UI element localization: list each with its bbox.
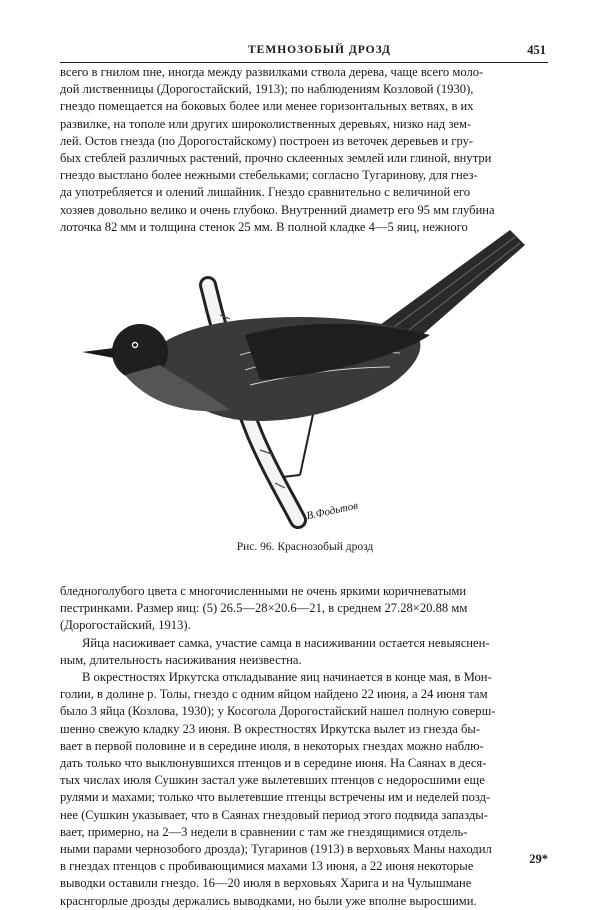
- text-line: да употребляется и олений лишайник. Гнездо сравнительно с величиной его: [60, 185, 471, 200]
- text-line: тых числах июля Сушкин застал уже вылетевших птенцов с недоросшими еще: [60, 773, 485, 788]
- text-line: гнездо выстлано более нежными стебельками; согласно Тугаринову, для гнез-: [60, 168, 478, 183]
- page-number: 451: [527, 43, 546, 57]
- text-line: дой лиственницы (Дорогостайский, 1913); по наблюдениям Козловой (1930),: [60, 82, 474, 97]
- text-line: пестринками. Размер яиц: (5) 26.5—28×20.6—21, в среднем 27.28×20.88 мм: [60, 601, 468, 616]
- text-line: В окрестностях Иркутска откладывание яиц начинается в конце мая, в Мон-: [82, 670, 492, 685]
- text-line: нее (Сушкин указывает, что в Саянах гнездовый период этого подвида запазды-: [60, 807, 488, 822]
- bird-illustration: [70, 215, 540, 535]
- text-block-bottom: [60, 583, 550, 910]
- figure-caption: Рис. 96. Краснозобый дрозд: [236, 541, 374, 553]
- text-line: развилке, на тополе или других широколиственных деревьях, низко над зем-: [60, 116, 472, 131]
- text-line: рулями и махами; только что вылетевшие птенцы встречены им и неделей позд-: [60, 790, 491, 805]
- text-line: гнездо помещается на боковых более или менее горизонтальных ветвях, в их: [60, 99, 474, 114]
- text-line: ными парами чернозобого дрозда); Тугаринов (1913) в верховьях Маны находил: [60, 842, 492, 857]
- text-block-top: [60, 64, 550, 236]
- running-title: ТЕМНОЗОБЫЙ ДРОЗД: [248, 44, 391, 56]
- text-line: было 3 яйца (Козлова, 1930); у Косогола Дорогостайский нашел полную соверш-: [60, 704, 496, 719]
- text-line: выводки оставили гнездо. 16—20 июля в верховьях Харига и на Чулышмане: [60, 876, 472, 891]
- text-line: шенно свежую кладку 23 июня. В окрестностях Иркутска вылет из гнезда бы-: [60, 721, 481, 736]
- text-line: лоточка 82 мм и толщина стенок 25 мм. В полной кладке 4—5 яиц, нежного: [60, 219, 468, 234]
- artist-signature: В.Фодьтов: [305, 499, 360, 523]
- text-line: хозяев довольно велико и очень глубоко. Внутренний диаметр его 95 мм глубина: [60, 202, 495, 217]
- bird-beak: [82, 348, 114, 358]
- running-header: [60, 40, 548, 63]
- text-line: Яйца насиживает самка, участие самца в насиживании остается невыяснен-: [82, 635, 490, 650]
- text-line: дать только что выклюнувшихся птенцов и в середине июня. На Саянах в деся-: [60, 756, 487, 771]
- text-line: бледноголубого цвета с многочисленными не очень яркими коричневатыми: [60, 584, 467, 598]
- text-line: (Дорогостайский, 1913).: [60, 618, 191, 633]
- text-line: вает в первой половине и в середине июля, в некоторых гнездах можно наблю-: [60, 738, 484, 753]
- text-line: ным, длительность насиживания неизвестна.: [60, 652, 302, 667]
- text-line: в гнездах птенцов с пробивающимися махами 13 июня, а 22 июня некоторые: [60, 859, 474, 874]
- text-line: вает, примерно, на 2—3 недели в сравнении с там же гнездящимися отдель-: [60, 824, 468, 839]
- signature-mark: 29*: [529, 852, 548, 866]
- text-line: краснгорлые дрозды держались выводками, но были уже вполне выросшими.: [60, 893, 477, 908]
- text-line: бых стеблей различных растений, прочно склеенных землей или глиной, внутри: [60, 151, 492, 166]
- text-line: лей. Остов гнезда (по Дорогостайскому) построен из веточек деревьев и гру-: [60, 133, 474, 148]
- text-line: всего в гнилом пне, иногда между развилками ствола дерева, чаще всего моло-: [60, 65, 484, 79]
- text-line: голии, в долине р. Толы, гнездо с одним яйцом найдено 22 июня, а 24 июня там: [60, 687, 488, 702]
